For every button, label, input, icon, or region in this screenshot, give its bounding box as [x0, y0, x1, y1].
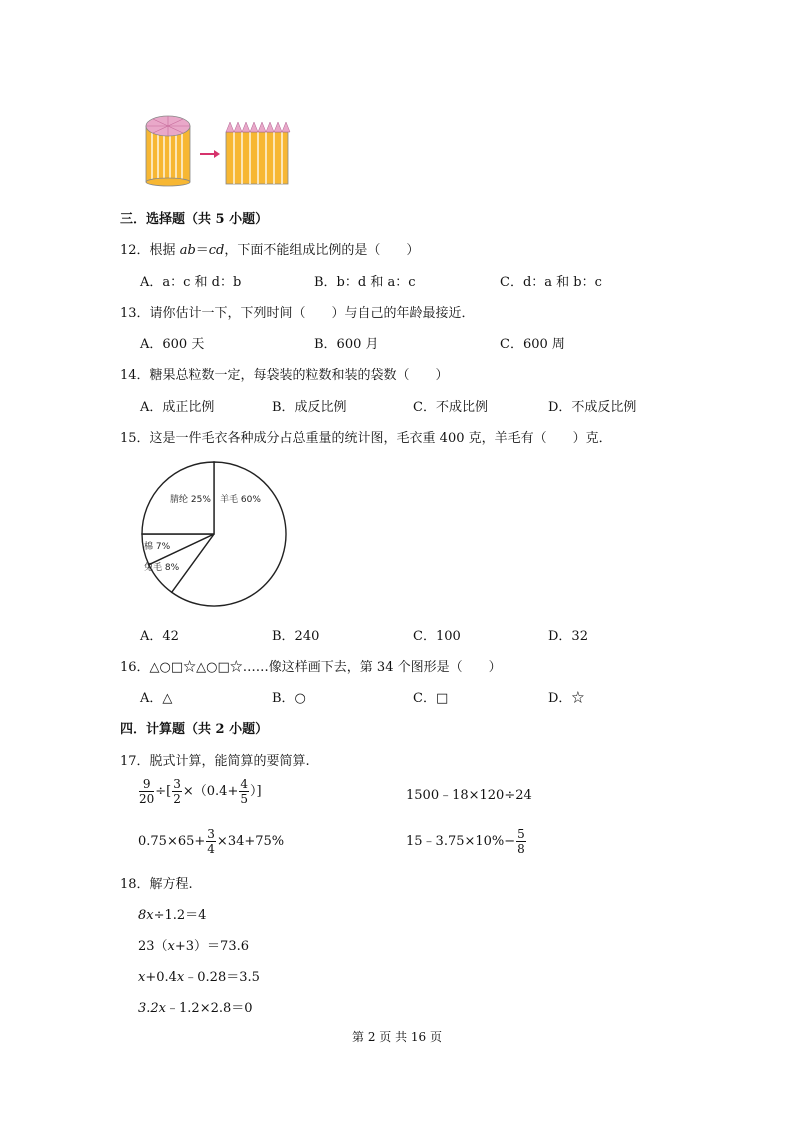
equation-3: x+0.4x﹣0.28＝3.5: [138, 970, 260, 985]
question-18-stem: 18．解方程.: [120, 877, 193, 892]
calc-expression-1: $\frac{9}{20}$ ÷[ $\frac{3}{2}$ ×（0.4+ $\frac{4}{5}$ ）]: [139, 777, 262, 806]
q14-option-a[interactable]: A．成正比例: [140, 400, 215, 415]
pie-slice-label: 腈纶 25%: [170, 495, 211, 505]
fraction: $\frac{3}{4}$: [207, 827, 215, 856]
fraction: $\frac{3}{2}$: [173, 777, 181, 806]
q16-option-d[interactable]: D．☆: [548, 691, 585, 706]
fraction: $\frac{4}{5}$: [240, 777, 248, 806]
q16-option-c[interactable]: C．□: [413, 691, 449, 706]
calc-expression-3: 0.75×65+ $\frac{3}{4}$ ×34+75%: [138, 827, 285, 856]
q13-option-c[interactable]: C．600 周: [500, 337, 565, 352]
question-13-stem: 13．请你估计一下，下列时间（ ）与自己的年龄最接近．: [120, 306, 475, 321]
question-17-stem: 17．脱式计算，能简算的要简算.: [120, 754, 310, 769]
q12-option-a[interactable]: A．a：c 和 d：b: [140, 275, 242, 290]
q15-option-d[interactable]: D．32: [548, 629, 588, 644]
section-4-title: 四．计算题（共 2 小题）: [120, 722, 269, 737]
calc-expression-2: 1500﹣18×120÷24: [406, 788, 532, 803]
fraction: $\frac{9}{20}$: [139, 777, 155, 806]
fraction: $\frac{5}{8}$: [517, 827, 525, 856]
sweater-composition-pie-chart: [136, 458, 296, 610]
q12-option-c[interactable]: C．d：a 和 b：c: [500, 275, 602, 290]
q13-option-b[interactable]: B．600 月: [314, 337, 379, 352]
equation-2: 23（x+3）＝73.6: [138, 939, 249, 954]
question-12-stem: 12．根据 ab＝cd，下面不能组成比例的是（ ）: [120, 243, 420, 258]
q14-option-d[interactable]: D．不成反比例: [548, 400, 637, 415]
question-14-stem: 14．糖果总粒数一定，每袋装的粒数和装的袋数（ ）: [120, 368, 449, 383]
q16-option-b[interactable]: B．○: [272, 691, 306, 706]
q12-option-b[interactable]: B．b：d 和 a：c: [314, 275, 416, 290]
pie-slice-label: 棉 7%: [144, 542, 171, 552]
q14-option-b[interactable]: B．成反比例: [272, 400, 347, 415]
page-footer: 第 2 页 共 16 页: [352, 1030, 442, 1044]
calc-expression-4: 15﹣3.75×10%− $\frac{5}{8}$: [406, 827, 525, 856]
q15-option-c[interactable]: C．100: [413, 629, 461, 644]
q13-option-a[interactable]: A．600 天: [140, 337, 205, 352]
cylinder-transformation-figure: [140, 110, 300, 190]
q16-option-a[interactable]: A．△: [140, 691, 173, 706]
question-16-stem: 16．△○□☆△○□☆……像这样画下去，第 34 个图形是（ ）: [120, 660, 502, 675]
question-15-stem: 15．这是一件毛衣各种成分占总重量的统计图，毛衣重 400 克，羊毛有（ ）克．: [120, 431, 612, 446]
pie-slice-label: 兔毛 8%: [144, 563, 180, 573]
equation-1: 8x÷1.2＝4: [138, 908, 207, 923]
pie-slice-label: 羊毛 60%: [220, 495, 261, 505]
q14-option-c[interactable]: C．不成比例: [413, 400, 488, 415]
section-3-title: 三．选择题（共 5 小题）: [120, 212, 269, 227]
equation-4: 3.2x﹣1.2×2.8＝0: [138, 1001, 253, 1016]
q15-option-b[interactable]: B．240: [272, 629, 320, 644]
q15-option-a[interactable]: A．42: [140, 629, 179, 644]
